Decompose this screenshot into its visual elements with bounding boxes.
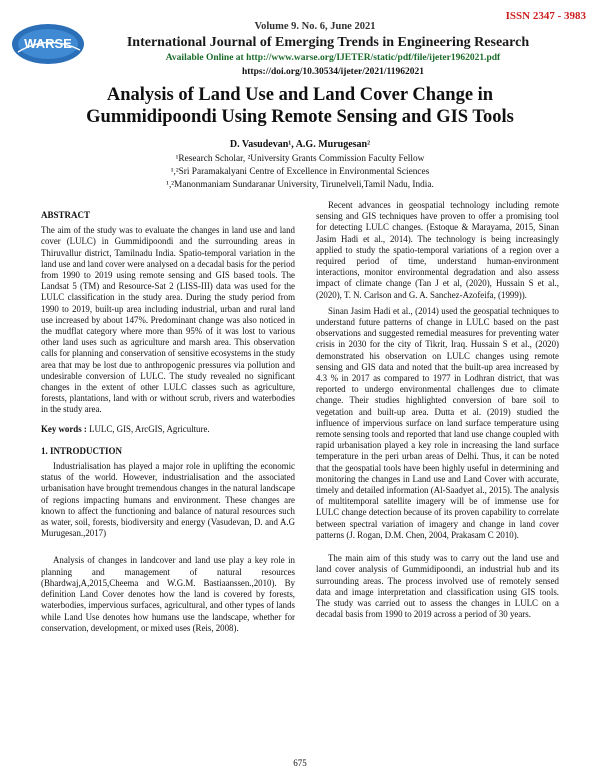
affiliation-line: ¹,²Manonmaniam Sundaranar University, Tirunelveli,Tamil Nadu, India. [166,180,434,190]
intro-paragraph-4: Sinan Jasim Hadi et al., (2014) used the geospatial techniques to understand future patterns of change in LULC based on the past observations and suggested remedial measures for preventing water crisis in 2030 for the city of Tikrit, Iraq. Hussain S et al., (2020) demonstrated his observation on LULC changes using remote sensing and GIS data and noted that the built-up area increased by 4.3 % in 2017 as compared to 1977 in Lodhran district, that was reported to undergo environmental challenges due to climate change. Their studies highlighted conversion of bare soil to vegetation and built-up area. Dutta et al. (2019) studied the influence of impervious surface on land surface temperature using remote sensing tools and reported that land use change coupled with rapid urbanisation played a key role in increasing the land surface temperature in the peri urban areas of Delhi. Thus, it can be noted that the geospatial tools have been highly useful in determining and monitoring the changes in Land use and Land Cover with accurate, timely and detailed information (Al-Saadyet al., 2015). The analysis of multitemporal satellite imagery will be of immense use for LULC change detection because of its proven capability to correlate between spectral variation of imagery and change in land cover patterns (J. Rogan, D.M. Chen, 2004, Prakasam C 2010). [316,305,559,540]
author-list: D. Vasudevan¹, A.G. Murugesan² [229,139,371,150]
affiliation-line: ¹Research Scholar, ²University Grants Commission Faculty Fellow [175,154,425,164]
left-column [41,210,295,634]
intro-paragraph-1: Industrialisation has played a major role in uplifting the economic status of the world. However, industrialisation and the associated urbanisation have brought tremendous changes in the natural landscape of regions impacting humans and environment. These changes are known to affect the functioning and balance of natural resources such as water, soil, forests, biodiversity and energy (Vasudevan, D. and A.G Murugesan.,2017) [41,461,295,539]
affiliation-line: ¹,²Sri Paramakalyani Centre of Excellence in Environmental Sciences [170,167,430,177]
volume-line: Volume 9. No. 6, June 2021 [254,21,376,32]
journal-title: International Journal of Emerging Trends in Engineering Research [126,35,530,50]
issn-label: ISSN 2347 - 3983 [505,10,586,22]
right-column [316,200,559,620]
keywords-text: LULC, GIS, ArcGIS, Agriculture. [89,423,210,434]
intro-paragraph-2: Analysis of changes in landcover and land use play a key role in planning and management of natural resources (Bhardwaj,A,2015,Cheema and W.G.M. Bastiaanssen.,2010). By definition Land Cover denotes how the land is covered by forests, waterbodies, impervious surfaces, agricultural, and other types of lands while Land Use denotes how humans use the landscape, whether for conservation, development, or mixed uses (Reis, 2008). [41,555,295,633]
keywords-label: Key words : [41,423,90,434]
paper-title: Analysis of Land Use and Land Cover Change in Gummidipoondi Using Remote Sensing and GIS Tools [86,85,514,127]
page-number: 675 [293,758,307,768]
logo-text: WARSE [24,36,72,51]
keywords-line [41,424,295,435]
available-online-link[interactable]: Available Online at http://www.warse.org/IJETER/static/pdf/file/ijeter1962021.pdf [165,53,501,63]
introduction-heading: 1. INTRODUCTION [41,445,123,456]
abstract-text: The aim of the study was to evaluate the changes in land use and land cover (LULC) in Gummidipoondi and the surrounding areas in Thiruvallur district, Tamilnadu India. Spatio-temporal variation in the land use and land cover were analysed on a decadal basis for the period from 1990 to 2019 using remote sensing and GIS based tools. The Landsat 5 (TM) and Resource-Sat 2 (LISS-III) data was used for the LULC classification in the study area. During the study period from 1990 to 2019, built-up area including industrial, urban and rural land use increased by about 147%. Predominant change was also noticed in the mudflat category where more than 95% of it was lost to various other land uses such as agriculture and marsh area. This observation calls for planning and conservation of sensitive ecosystems in the study area that may be lost due to anthropogenic pressures via pollution and undesirable conversion of LULC. The study revealed no significant changes in the extent of other LULC classes such as agriculture, forests, plantations, land with or without scrub, rivers and waterbodies in the study area. [41,225,295,415]
intro-paragraph-5: The main aim of this study was to carry out the land use and land cover analysis of Gummidipoondi, an industrial hub and its surrounding areas. The process involved use of remotely sensed data and image interpretation and classification using GIS tools. The study was carried out to assess the changes in LULC on a decadal basis from 1990 to 2019 across a period of 30 years. [316,553,559,620]
intro-paragraph-3: Recent advances in geospatial technology including remote sensing and GIS techniques have proven to offer a promising tool for detecting LULC changes. (Estoque & Marayama, 2015, Sinan Jasim Hadi et al., 2014). The technology is being increasingly applied to study the spatio-temporal variations of a region over a required period of time, understand human-environment interactions, monitor environmental degradation and also assess impact of climate change (Tan J et al, (2020), Hussain S et al., (2020), T. N. Carlson and G. A. Sanchez-Azofeifa, (1999)). [316,200,559,300]
abstract-heading: ABSTRACT [41,210,91,220]
doi-link[interactable]: https://doi.org/10.30534/ijeter/2021/11962021 [241,67,425,77]
